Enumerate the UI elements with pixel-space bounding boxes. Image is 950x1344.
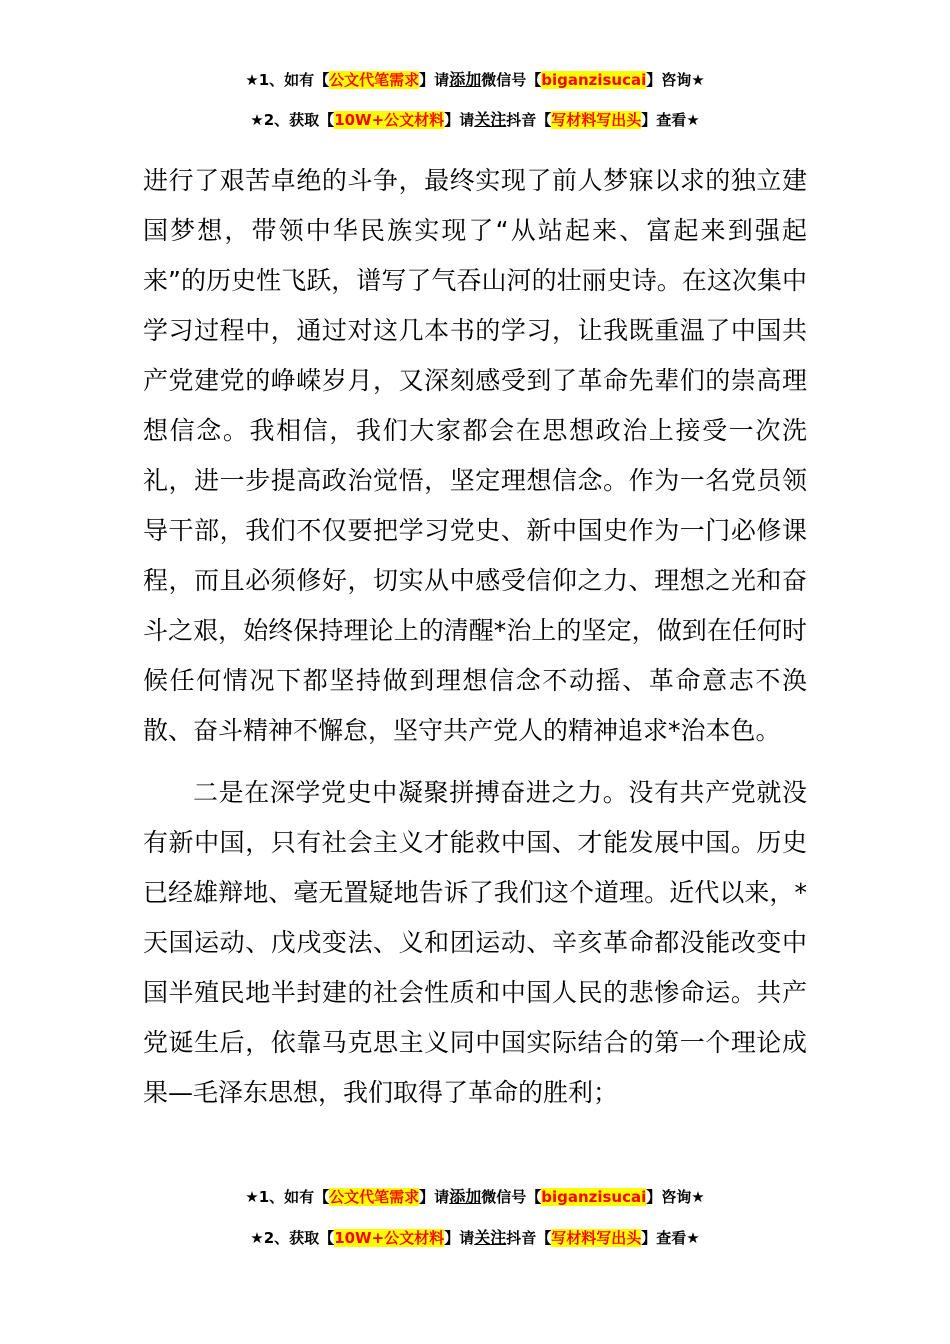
footer-line2-prefix: ★2、获取【	[250, 1229, 335, 1247]
header-line2-suffix: 】查看★	[641, 111, 700, 129]
header-line2-mid2: 抖音【	[506, 111, 552, 129]
header-line1-suffix: 】咨询★	[646, 71, 705, 89]
body-paragraph-1: 进行了艰苦卓绝的斗争，最终实现了前人梦寐以求的独立建国梦想，带领中华民族实现了“从站起来、富起来到强起来”的历史性飞跃，谱写了气吞山河的壮丽史诗。在这次集中学习过程中，通过对这几本书的学习，让我既重温了中国共产党建党的峥嵘岁月，又深刻感受到了革命先辈们的崇高理想信念。我相信，我们大家都会在思想政治上接受一次洗礼，进一步提高政治觉悟，坚定理想信念。作为一名党员领导干部，我们不仅要把学习党史、新中国史作为一门必修课程，而且必须修好，切实从中感受信仰之力、理想之光和奋斗之艰，始终保持理论上的清醒*治上的坚定，做到在任何时候任何情况下都坚持做到理想信念不动摇、革命意志不涣散、奋斗精神不懈怠，坚守共产党人的精神追求*治本色。	[143, 166, 807, 745]
footer-line1-highlight-service: 公文代笔需求	[329, 1188, 420, 1206]
header-line1-underline-add: 添加	[449, 70, 482, 89]
footer-line1-suffix: 】咨询★	[646, 1188, 705, 1206]
footer-line2-mid2: 抖音【	[506, 1229, 552, 1247]
footer-promo-line-2	[0, 1228, 950, 1248]
footer-line1-prefix: ★1、如有【	[245, 1188, 330, 1206]
footer-line1-mid1: 】请	[419, 1188, 450, 1206]
header-line2-underline-follow: 关注	[474, 110, 507, 129]
footer-line2-underline-follow: 关注	[474, 1228, 507, 1247]
header-line1-mid1: 】请	[419, 71, 450, 89]
header-line1-mid2: 微信号【	[481, 71, 542, 89]
header-line1-prefix: ★1、如有【	[245, 71, 330, 89]
header-promo-line-2	[0, 110, 950, 130]
body-paragraph-2: 二是在深学党史中凝聚拼搏奋进之力。没有共产党就没有新中国，只有社会主义才能救中国、才能发展中国。历史已经雄辩地、毫无置疑地告诉了我们这个道理。近代以来，*天国运动、戊戌变法、义和团运动、辛亥革命都没能改变中国半殖民地半封建的社会性质和中国人民的悲惨命运。共产党诞生后，依靠马克思主义同中国实际结合的第一个理论成果—毛泽东思想，我们取得了革命的胜利；	[143, 778, 807, 1107]
header-line1-highlight-wechat: biganzisucai	[541, 71, 647, 89]
footer-promo-line-1	[0, 1187, 950, 1207]
header-promo-line-1	[0, 70, 950, 90]
footer-line2-highlight-materials: 10W+公文材料	[334, 1229, 445, 1247]
footer-line2-mid1: 】请	[444, 1229, 475, 1247]
footer-line2-highlight-douyin: 写材料写出头	[551, 1229, 642, 1247]
footer-line2-suffix: 】查看★	[641, 1229, 700, 1247]
footer-line1-mid2: 微信号【	[481, 1188, 542, 1206]
header-line2-prefix: ★2、获取【	[250, 111, 335, 129]
header-line1-highlight-service: 公文代笔需求	[329, 71, 420, 89]
footer-line1-underline-add: 添加	[449, 1187, 482, 1206]
footer-line1-highlight-wechat: biganzisucai	[541, 1188, 647, 1206]
header-line2-highlight-materials: 10W+公文材料	[334, 111, 445, 129]
header-line2-highlight-douyin: 写材料写出头	[551, 111, 642, 129]
header-line2-mid1: 】请	[444, 111, 475, 129]
document-body	[143, 156, 807, 1118]
